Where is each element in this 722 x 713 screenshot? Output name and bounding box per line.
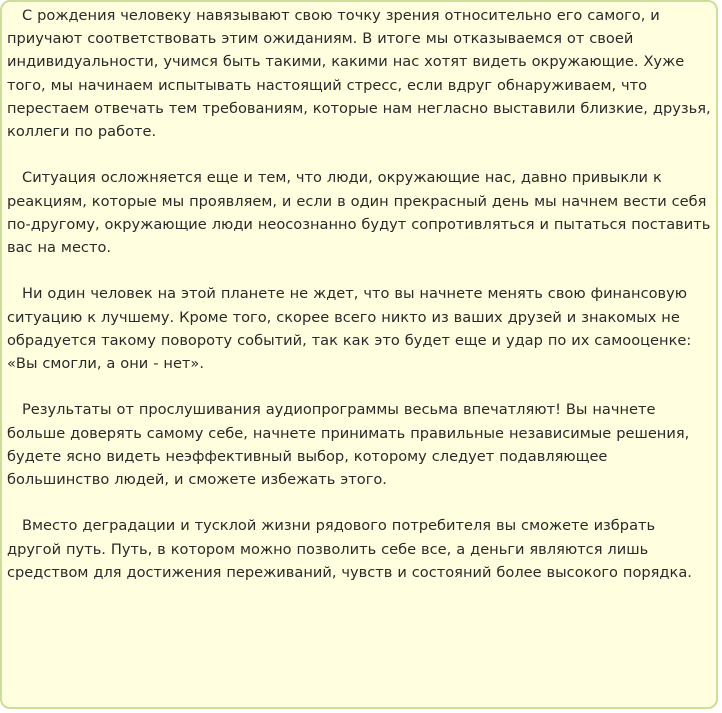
article-body: [2, 2, 716, 584]
paragraph-3: Ни один человек на этой планете не ждет, что вы начнете менять свою финансовую ситуацию к лучшему. Кроме того, скорее всего никто из ваших друзей и знакомых не обрадуется такому повороту событий, так как это будет еще и удар по их самооценке: «Вы смогли, а они - нет».: [7, 285, 692, 373]
paragraph-4: Результаты от прослушивания аудиопрограммы весьма впечатляют! Вы начнете больше доверять самому себе, начнете принимать правильные независимые решения, будете ясно видеть неэффективный выбор, которому следует подавляющее большинство людей, и сможете избежать этого.: [7, 401, 690, 489]
paragraph-2: Ситуация осложняется еще и тем, что люди, окружающие нас, давно привыкли к реакциям, которые мы проявляем, и если в один прекрасный день мы начнем вести себя по-другому, окружающие люди неосознанно будут сопротивляться и пытаться поставить вас на место.: [7, 169, 711, 257]
paragraph-1: С рождения человеку навязывают свою точку зрения относительно его самого, и приучают соответствовать этим ожиданиям. В итоге мы отказываемся от своей индивидуальности, учимся быть такими, какими нас хотят видеть окружающие. Хуже того, мы начинаем испытывать настоящий стресс, если вдруг обнаруживаем, что перестаем отвечать тем требованиям, которые нам негласно выставили близкие, друзья, коллеги по работе.: [7, 7, 711, 141]
paragraph-5: Вместо деградации и тусклой жизни рядового потребителя вы сможете избрать другой путь. Путь, в котором можно позволить себе все, а деньги являются лишь средством для достижения переживаний, чувств и состояний более высокого порядка.: [7, 517, 692, 581]
